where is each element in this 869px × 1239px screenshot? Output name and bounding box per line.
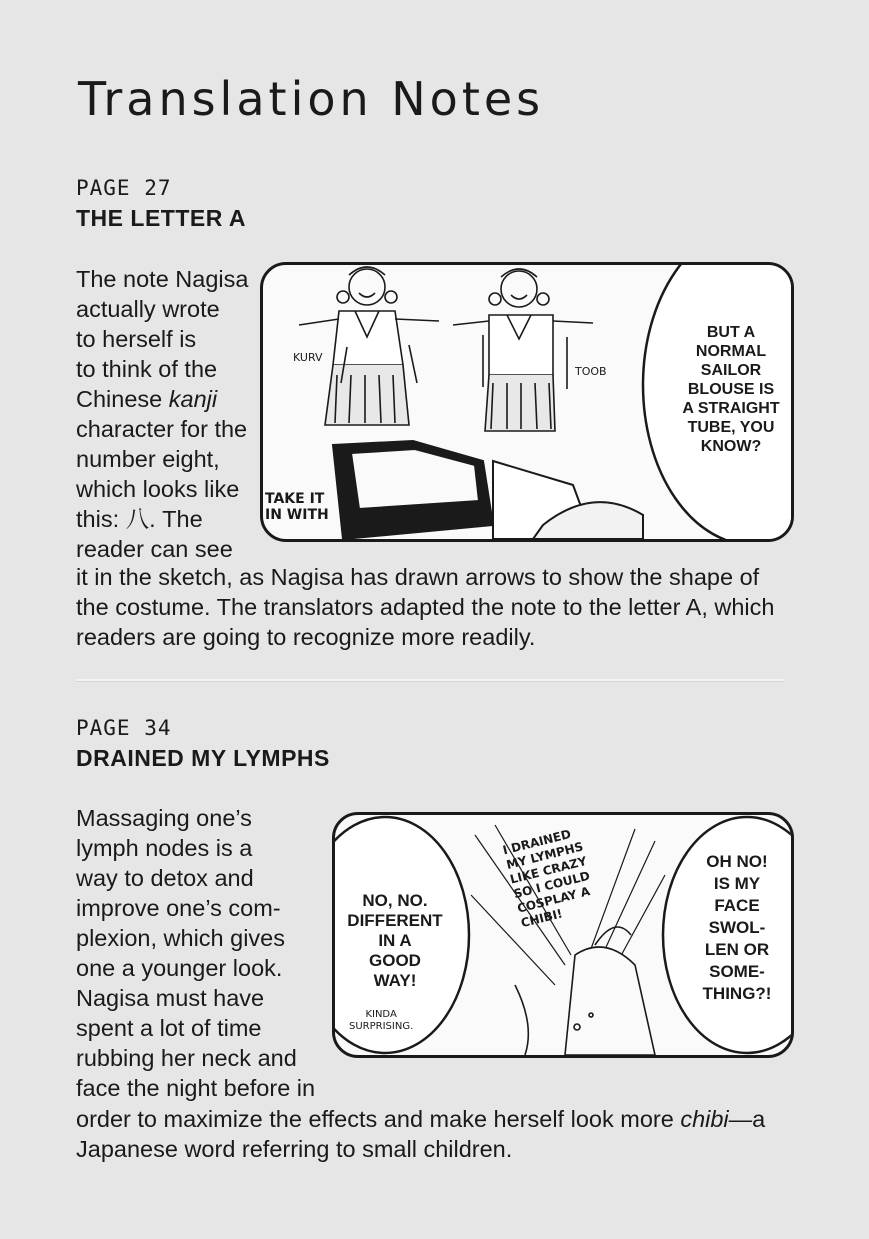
panel-2-left-bubble-text: NO, NO. DIFFERENT IN A GOOD WAY! [347, 891, 443, 990]
note-1-line: this: 八. The [76, 506, 203, 532]
note-1-body-wrapped [76, 264, 248, 564]
note-1-full-line: the costume. The translators adapted the note to the letter A, which [76, 594, 775, 620]
note-2-line: Nagisa must have [76, 985, 265, 1011]
note-1-page-label: PAGE 27 [76, 176, 172, 200]
note-1-full-line: it in the sketch, as Nagisa has drawn arrows to show the shape of [76, 564, 760, 590]
note-2-body-full [76, 1104, 765, 1164]
panel-1-label-kurv: KURV [293, 351, 323, 364]
note-2-line: rubbing her neck and [76, 1045, 297, 1071]
panel-1-speech-bubble: BUT A NORMAL SAILOR BLOUSE IS A STRAIGHT TUBE, YOU KNOW? [682, 324, 780, 455]
note-1-line: to herself is [76, 326, 197, 352]
note-2-line: way to detox and [76, 865, 254, 891]
note-1-full-line: readers are going to recognize more readily. [76, 624, 536, 650]
note-2-text: order to maximize the effects and make herself look more [76, 1106, 681, 1132]
note-1-line: to think of the [76, 356, 218, 382]
note-1-line [76, 384, 248, 414]
section-divider [76, 679, 784, 682]
note-2-body-wrapped [76, 803, 315, 1103]
note-2-heading: DRAINED MY LYMPHS [76, 745, 330, 771]
note-2-text: —a [728, 1106, 766, 1132]
note-2-page-label: PAGE 34 [76, 716, 172, 740]
girl-sketch-left [299, 267, 439, 425]
chibi-italic: chibi [680, 1106, 729, 1132]
note-1-line: actually wrote [76, 296, 220, 322]
manga-panel-2 [332, 812, 794, 1058]
note-1-line: character for the [76, 416, 248, 442]
note-2-full-line: Japanese word referring to small children. [76, 1136, 513, 1162]
note-2-line: lymph nodes is a [76, 835, 253, 861]
note-1-body-full [76, 562, 774, 652]
girl-sketch-right [453, 269, 593, 431]
note-1-line: which looks like [76, 476, 240, 502]
page-title: Translation Notes [78, 72, 545, 126]
note-2-full-line [76, 1104, 765, 1134]
note-2-line: face the night before in [76, 1075, 316, 1101]
note-1-line: number eight, [76, 446, 220, 472]
panel-2-middle-text: I DRAINED MY LYMPHS LIKE CRAZY SO I COULD COSPLAY A CHIBI! [501, 826, 592, 931]
sleeve-drawing [333, 441, 643, 539]
panel-1-label-toob: TOOB [575, 365, 607, 378]
note-2-line: spent a lot of time [76, 1015, 262, 1041]
panel-1-corner-text: TAKE IT IN WITH [265, 491, 329, 523]
panel-2-right-bubble-text: OH NO! IS MY FACE SWOL- LEN OR SOME- THING?! [702, 852, 772, 1003]
note-1-line: The note Nagisa [76, 266, 249, 292]
note-1-line: reader can see [76, 536, 233, 562]
kanji-italic: kanji [168, 386, 218, 412]
note-1-heading: THE LETTER A [76, 205, 246, 231]
note-2-line: one a younger look. [76, 955, 283, 981]
character-sketch [515, 927, 655, 1055]
note-2-line: plexion, which gives [76, 925, 285, 951]
note-2-line: improve one’s com- [76, 895, 281, 921]
note-1-line-text: Chinese [76, 386, 169, 412]
panel-2-small-text: KINDA SURPRISING. [349, 1009, 414, 1032]
manga-panel-1 [260, 262, 794, 542]
note-2-line: Massaging one’s [76, 805, 252, 831]
